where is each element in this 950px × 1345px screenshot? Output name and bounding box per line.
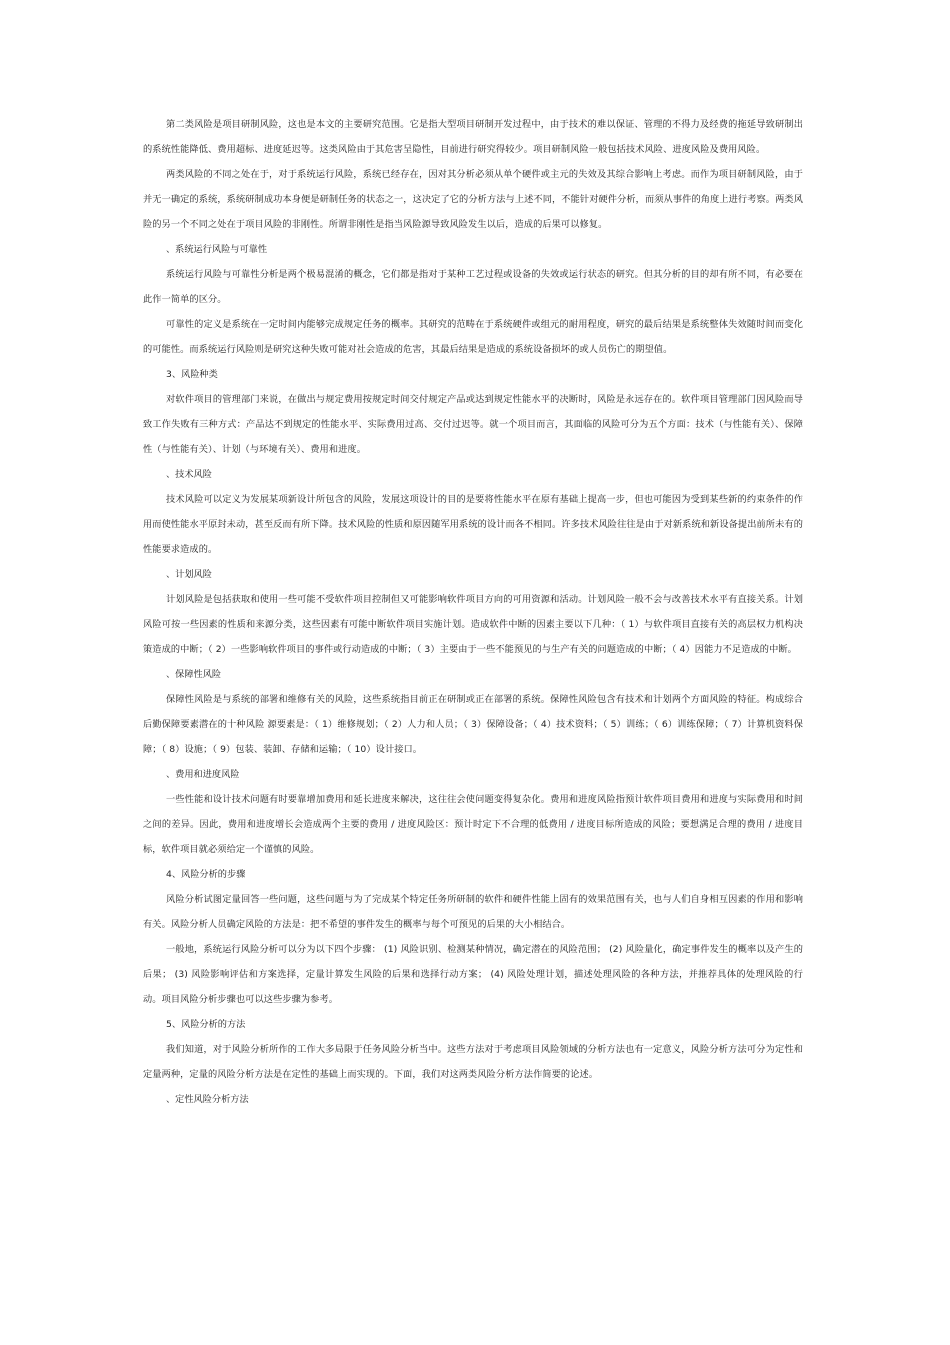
paragraph-risk-analysis-methods: 我们知道，对于风险分析所作的工作大多局限于任务风险分析当中。这些方法对于考虑项目风险领域的分析方法也有一定意义，风险分析方法可分为定性和定量两种，定量的风险分析方法是在定性的基础上而实现的。下面，我们对这两类风险分析方法作简要的论述。: [143, 1044, 803, 1080]
heading-qualitative-methods: 、定性风险分析方法: [166, 1094, 249, 1105]
paragraph-risk-analysis-steps: 一般地，系统运行风险分析可以分为以下四个步骤： (1) 风险识别、检测某种情况，确定潜在的风险范围； (2) 风险量化，确定事件发生的概率以及产生的后果； (3) 风险影响评估和方案选择，定量计算发生风险的后果和选择行动方案； (4) 风险处理计划，描述处理风险的各种方法，并推荐具体的处理风险的行动。项目风险分析步骤也可以这些步骤为参考。: [143, 944, 803, 1005]
paragraph-risk-types: 对软件项目的管理部门来说，在做出与规定费用按规定时间交付规定产品或达到规定性能水平的决断时，风险是永远存在的。软件项目管理部门因风险而导致工作失败有三种方式：产品达不到规定的性能水平、实际费用过高、交付过迟等。就一个项目而言，其面临的风险可分为五个方面：技术（与性能有关）、保障性（与性能有关）、计划（与环境有关）、费用和进度。: [143, 394, 803, 455]
heading-technical-risk: 、技术风险: [166, 469, 212, 480]
heading-cost-schedule-risk: 、费用和进度风险: [166, 769, 240, 780]
heading-risk-analysis-steps: 4、风险分析的步骤: [166, 869, 246, 880]
heading-risk-analysis-methods: 5、风险分析的方法: [166, 1019, 246, 1030]
paragraph-risk-analysis-intro: 风险分析试图定量回答一些问题，这些问题与为了完成某个特定任务所研制的软件和硬件性能上固有的效果范围有关，也与人们自身相互因素的作用和影响有关。风险分析人员确定风险的方法是：把不希望的事件发生的概率与每个可预见的后果的大小相结合。: [143, 894, 803, 930]
paragraph-project-dev-risk: 第二类风险是项目研制风险，这也是本文的主要研究范围。它是指大型项目研制开发过程中，由于技术的难以保证、管理的不得力及经费的拖延导致研制出的系统性能降低、费用超标、进度延迟等。这类风险由于其危害呈隐性，目前进行研究得较少。项目研制风险一般包括技术风险、进度风险及费用风险。: [143, 119, 803, 155]
paragraph-risk-differences: 两类风险的不同之处在于，对于系统运行风险，系统已经存在，因对其分析必须从单个硬件或主元的失效及其综合影响上考虑。而作为项目研制风险，由于并无一确定的系统，系统研制成功本身便是研制任务的状态之一，这决定了它的分析方法与上述不同，不能针对硬件分析，而须从事件的角度上进行考察。两类风险的另一个不同之处在于项目风险的非刚性。所谓非刚性是指当风险源导致风险发生以后，造成的后果可以修复。: [143, 169, 803, 230]
document-page: [143, 112, 803, 1112]
paragraph-schedule-risk: 计划风险是包括获取和使用一些可能不受软件项目控制但又可能影响软件项目方向的可用资源和活动。计划风险一般不会与改善技术水平有直接关系。计划风险可按一些因素的性质和来源分类，这些因素有可能中断软件项目实施计划。造成软件中断的因素主要以下几种：（ 1）与软件项目直接有关的高层权力机构决策造成的中断；（ 2）一些影响软件项目的事件或行动造成的中断；（ 3）主要由于一些不能预见的与生产有关的问题造成的中断；（ 4）因能力不足造成的中断。: [143, 594, 803, 655]
paragraph-cost-schedule-risk: 一些性能和设计技术问题有时要靠增加费用和延长进度来解决，这往往会使问题变得复杂化。费用和进度风险指预计软件项目费用和进度与实际费用和时间之间的差异。因此，费用和进度增长会造成两个主要的费用 / 进度风险区：预计时定下不合理的低费用 / 进度目标所造成的风险；要想满足合理的费用 / 进度目标，软件项目就必须给定一个谨慎的风险。: [143, 794, 803, 855]
paragraph-supportability-risk: 保障性风险是与系统的部署和维修有关的风险，这些系统指目前正在研制或正在部署的系统。保障性风险包含有技术和计划两个方面风险的特征。构成综合后勤保障要素潜在的十种风险 源要素是：（ 1）维修规划；（ 2）人力和人员；（ 3）保障设备；（ 4）技术资料；（ 5）训练；（ 6）训练保障；（ 7）计算机资料保障；（ 8）设施；（ 9）包装、装卸、存储和运输；（ 10）设计接口。: [143, 694, 803, 755]
paragraph-technical-risk: 技术风险可以定义为发展某项新设计所包含的风险，发展这项设计的目的是要将性能水平在原有基础上提高一步，但也可能因为受到某些新的约束条件的作用而使性能水平原封未动，甚至反而有所下降。技术风险的性质和原因随军用系统的设计而各不相同。许多技术风险往往是由于对新系统和新设备提出前所未有的性能要求造成的。: [143, 494, 803, 555]
heading-risk-types: 3、风险种类: [166, 369, 218, 380]
paragraph-reliability-intro: 系统运行风险与可靠性分析是两个极易混淆的概念，它们都是指对于某种工艺过程或设备的失效或运行状态的研究。但其分析的目的却有所不同，有必要在此作一简单的区分。: [143, 269, 803, 305]
heading-system-operation-risk: 、系统运行风险与可靠性: [166, 244, 268, 255]
heading-schedule-risk: 、计划风险: [166, 569, 212, 580]
paragraph-reliability-definition: 可靠性的定义是系统在一定时间内能够完成规定任务的概率。其研究的范畴在于系统硬件或组元的耐用程度，研究的最后结果是系统整体失效随时间而变化的可能性。而系统运行风险则是研究这种失败可能对社会造成的危害，其最后结果是造成的系统设备损坏的或人员伤亡的期望值。: [143, 319, 803, 355]
heading-supportability-risk: 、保障性风险: [166, 669, 222, 680]
